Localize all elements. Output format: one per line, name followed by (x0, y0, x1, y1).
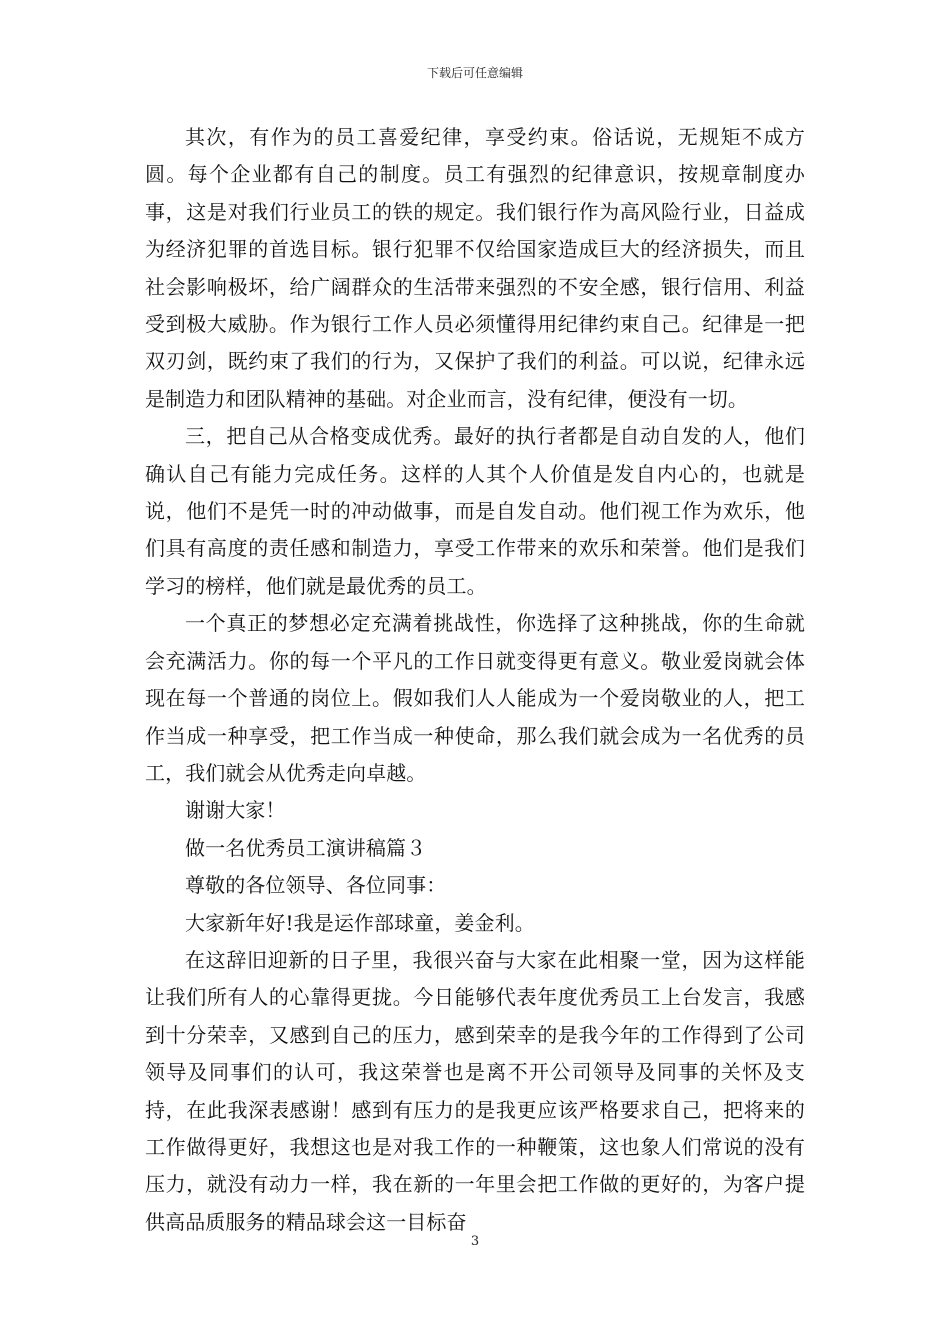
paragraph-excellence: 三，把自己从合格变成优秀。最好的执行者都是自动自发的人，他们确认自己有能力完成任务。这样的人其个人价值是发自内心的，也就是说，他们不是凭一时的冲动做事，而是自发自动。他们视工作为欢乐，他们具有高度的责任感和制造力，享受工作带来的欢乐和荣誉。他们是我们学习的榜样，他们就是最优秀的员工。 (145, 424, 805, 598)
salutation: 尊敬的各位领导、各位同事： (185, 873, 447, 898)
paragraph-new-year: 在这辞旧迎新的日子里，我很兴奋与大家在此相聚一堂，因为这样能让我们所有人的心靠得更拢。今日能够代表年度优秀员工上台发言，我感到十分荣幸，又感到自己的压力，感到荣幸的是我今年的工作得到了公司领导及同事们的认可，我这荣誉也是离不开公司领导及同事的关怀及支持，在此我深表感谢！感到有压力的是我更应该严格要求自己，把将来的工作做得更好，我想这也是对我工作的一种鞭策，这也象人们常说的没有压力，就没有动力一样，我在新的一年里会把工作做的更好的，为客户提供高品质服务的精品球会这一目标奋 (145, 947, 805, 1234)
page-header: 下载后可任意编辑 (426, 66, 523, 80)
paragraph-thanks: 谢谢大家！ (185, 798, 286, 823)
document-body (145, 119, 805, 1241)
speech-title: 做一名优秀员工演讲稿篇３ (185, 835, 427, 860)
paragraph-discipline: 其次，有作为的员工喜爱纪律，享受约束。俗话说，无规矩不成方圆。每个企业都有自己的制度。员工有强烈的纪律意识，按规章制度办事，这是对我们行业员工的铁的规定。我们银行作为高风险行业，日益成为经济犯罪的首选目标。银行犯罪不仅给国家造成巨大的经济损失，而且社会影响极坏，给广阔群众的生活带来强烈的不安全感，银行信用、利益受到极大威胁。作为银行工作人员必须懂得用纪律约束自己。纪律是一把双刃剑，既约束了我们的行为，又保护了我们的利益。可以说，纪律永远是制造力和团队精神的基础。对企业而言，没有纪律，便没有一切。 (145, 125, 805, 411)
paragraph-dream: 一个真正的梦想必定充满着挑战性，你选择了这种挑战，你的生命就会充满活力。你的每一个平凡的工作日就变得更有意义。敬业爱岗就会体现在每一个普通的岗位上。假如我们人人能成为一个爱岗敬业的人，把工作当成一种享受，把工作当成一种使命，那么我们就会成为一名优秀的员工，我们就会从优秀走向卓越。 (145, 611, 805, 785)
page-number: 3 (470, 1234, 480, 1249)
self-introduction: 大家新年好!我是运作部球童，姜金利。 (185, 910, 535, 935)
